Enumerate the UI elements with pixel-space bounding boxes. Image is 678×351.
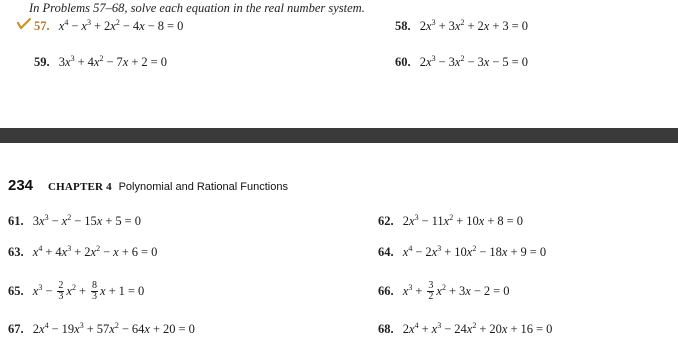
problem-number: 63. — [8, 245, 24, 259]
problem-63 — [8, 244, 157, 260]
chapter-heading — [48, 181, 288, 193]
problem-equation: $2x^4 - 19x^3 + 57x^2 - 64x + 20 = 0$ — [32, 321, 195, 336]
problem-number: 58. — [395, 19, 411, 33]
problem-64 — [378, 244, 546, 260]
problem-number: 65. — [8, 284, 24, 299]
problem-57 — [34, 18, 183, 34]
problem-67 — [8, 321, 195, 337]
problem-66 — [378, 282, 509, 303]
fraction: $\frac{2}{3}$ — [58, 280, 64, 302]
problem-equation: $x^4 - 2x^3 + 10x^2 - 18x + 9 = 0$ — [402, 244, 547, 259]
problem-equation: $2x^3 - 3x^2 - 3x - 5 = 0$ — [419, 54, 528, 69]
problem-equation: $x^4 + 4x^3 + 2x^2 - x + 6 = 0$ — [32, 244, 158, 259]
problem-equation: $2x^3 - 11x^2 + 10x + 8 = 0$ — [402, 213, 523, 228]
instruction-text: In Problems 57–68, solve each equation in the real number system. — [29, 1, 365, 15]
problem-number: 68. — [378, 322, 394, 336]
problem-number: 60. — [395, 55, 411, 69]
problem-equation: $x^4 - x^3 + 2x^2 - 4x - 8 = 0$ — [58, 18, 184, 33]
problem-number: 67. — [8, 322, 24, 336]
problem-number: 64. — [378, 245, 394, 259]
problem-equation: $x^3$ + $\frac{3}{2}$ $x^2 + 3x - 2 = 0$ — [402, 280, 510, 302]
problem-number: 57. — [34, 19, 50, 33]
problem-equation: $2x^3 + 3x^2 + 2x + 3 = 0$ — [419, 18, 528, 33]
problem-equation: $3x^3 - x^2 - 15x + 5 = 0$ — [32, 213, 141, 228]
problem-62 — [378, 213, 523, 229]
checkmark-icon — [17, 17, 31, 31]
problem-68 — [378, 321, 552, 337]
fraction: $\frac{8}{3}$ — [92, 280, 97, 302]
problem-equation: $3x^3 + 4x^2 - 7x + 2 = 0$ — [58, 54, 167, 69]
problem-65 — [8, 282, 144, 303]
problem-number: 66. — [378, 284, 394, 299]
page-number: 234 — [8, 177, 34, 194]
chapter-label: CHAPTER 4 — [48, 181, 112, 193]
problem-58 — [395, 18, 528, 34]
problem-59 — [34, 54, 167, 70]
problem-equation: $2x^4 + x^3 - 24x^2 + 20x + 16 = 0$ — [402, 321, 553, 336]
page-divider — [0, 128, 678, 143]
fraction: $\frac{3}{2}$ — [428, 280, 434, 302]
problem-number: 62. — [378, 214, 394, 228]
problem-61 — [8, 213, 141, 229]
problem-number: 61. — [8, 214, 24, 228]
problem-number: 59. — [34, 55, 50, 69]
problem-60 — [395, 54, 528, 70]
problem-equation: $x^3$ − $\frac{2}{3}$ $x^2$ + $\frac{8}{3}$ x + 1 = 0 — [32, 280, 145, 302]
chapter-title: Polynomial and Rational Functions — [118, 181, 288, 193]
